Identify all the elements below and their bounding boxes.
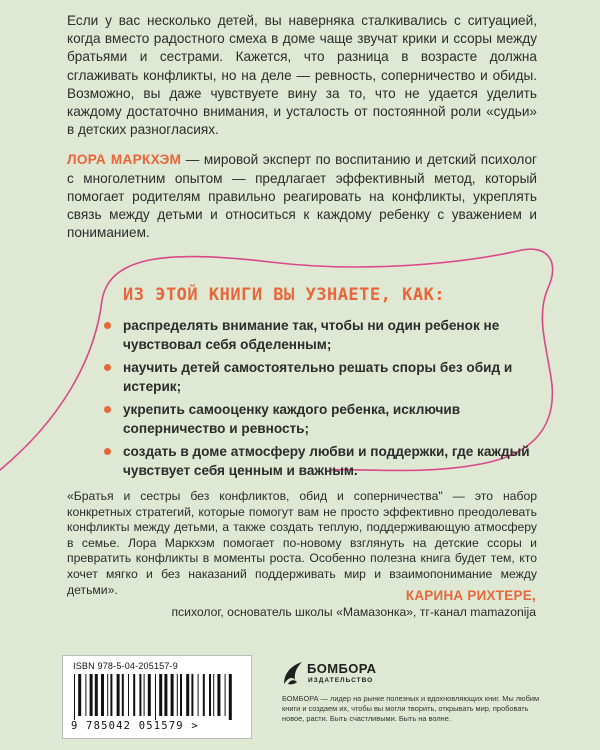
- list-item: [103, 443, 533, 480]
- review-author-credit: психолог, основатель школы «Мамазонка», тг-канал mamazonija: [171, 605, 536, 619]
- bombora-wave-logo-icon: [282, 660, 304, 686]
- author-paragraph: [67, 151, 537, 242]
- publisher-description: БОМБОРА — лидер на рынке полезных и вдохновляющих книг. Мы любим книги и создаем их, чтобы вы могли творить, открывать мир, пробовать новое, расти. Быть счастливыми. Быть на волне.: [282, 694, 540, 723]
- author-description: — мировой эксперт по воспитанию и детский психолог с многолетним опытом — предлагает эффективный метод, который помогает родителям правильно реагировать на конфликты, укреплять связь между детьми и относиться к каждому ребенку с уважением и пониманием.: [67, 152, 537, 241]
- list-item: [103, 401, 533, 438]
- bullet-dot-icon: [104, 406, 111, 413]
- bullet-dot-icon: [104, 448, 111, 455]
- list-item-text: распределять внимание так, чтобы ни один ребенок не чувствовал себя обделенным;: [123, 318, 500, 352]
- publisher-subtitle: ИЗДАТЕЛЬСТВО: [308, 677, 374, 684]
- list-item: [103, 317, 533, 354]
- isbn-number: ISBN 978-5-04-205157-9: [73, 661, 178, 671]
- learn-heading: ИЗ ЭТОЙ КНИГИ ВЫ УЗНАЕТЕ, КАК:: [123, 285, 446, 305]
- list-item: [103, 359, 533, 396]
- author-name: ЛОРА МАРКХЭМ: [67, 152, 182, 168]
- learn-list: [103, 317, 533, 485]
- list-item-text: научить детей самостоятельно решать споры без обид и истерик;: [123, 360, 513, 394]
- intro-text: [67, 12, 537, 254]
- bullet-dot-icon: [104, 364, 111, 371]
- review-author: КАРИНА РИХТЕРЕ,: [405, 588, 536, 603]
- barcode-digits: 9 785042 051579 >: [71, 720, 199, 732]
- bullet-dot-icon: [104, 322, 111, 329]
- review-quote: «Братья и сестры без конфликтов, обид и соперничества" — это набор конкретных стратегий, которые помогут вам не просто эффективно преодолевать конфликты между детьми, а также создать теплую, поддерживающую атмосферу в семье. Лора Маркхэм помогает по-новому взглянуть на детские ссоры и превратить конфликты в моменты роста. Особенно полезна книга будет тем, кто хочет мягко и без наказаний поддерживать мир и взаимопонимание между детьми».: [67, 489, 537, 597]
- list-item-text: создать в доме атмосферу любви и поддержки, где каждый чувствует себя ценным и важным.: [123, 444, 530, 478]
- isbn-barcode: [62, 655, 252, 739]
- intro-paragraph: Если у вас несколько детей, вы наверняка сталкивались с ситуацией, когда вместо радостного смеха в доме чаще звучат крики и ссоры между братьями и сестрами. Кажется, что разница в возрасте должна сглаживать конфликты, но на деле — ревность, соперничество и обиды. Возможно, вы даже чувствуете вину за то, что не удается уделить каждому достаточно внимания, и усталость от постоянной роли «судьи» в детских разногласиях.: [67, 13, 537, 138]
- publisher-name: БОМБОРА: [307, 661, 377, 676]
- barcode-bars: [72, 674, 242, 720]
- list-item-text: укрепить самооценку каждого ребенка, исключив соперничество и ревность;: [123, 402, 461, 436]
